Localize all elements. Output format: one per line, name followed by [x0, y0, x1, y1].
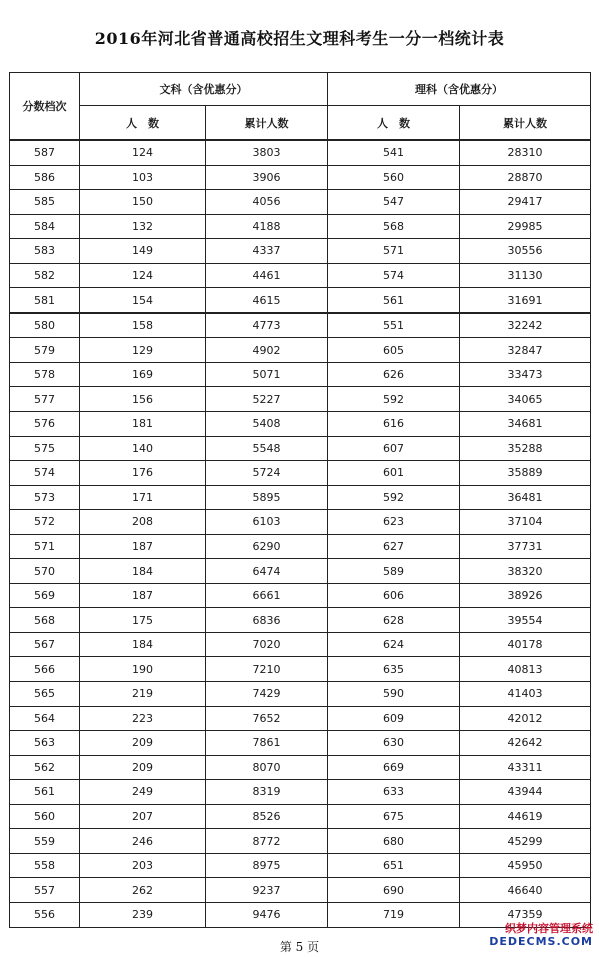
like-count-cell: 651 — [328, 853, 460, 878]
score-table — [9, 72, 591, 928]
score-cell: 575 — [10, 436, 80, 461]
wenke-count-cell: 203 — [80, 853, 206, 878]
table-row — [10, 583, 591, 608]
like-cumulative-cell: 36481 — [460, 485, 591, 510]
table-row — [10, 608, 591, 633]
like-cumulative-cell: 34065 — [460, 387, 591, 412]
wenke-cumulative-cell: 8070 — [206, 755, 328, 780]
page-number: 第 5 页 — [279, 940, 320, 954]
wenke-cumulative-cell: 7210 — [206, 657, 328, 682]
wenke-cumulative-cell: 4056 — [206, 190, 328, 215]
score-cell: 582 — [10, 263, 80, 288]
table-row — [10, 731, 591, 756]
like-cumulative-cell: 40813 — [460, 657, 591, 682]
wenke-cumulative-cell: 3803 — [206, 140, 328, 165]
table-row — [10, 534, 591, 559]
wenke-count-header: 人 数 — [80, 106, 206, 141]
like-cumulative-cell: 40178 — [460, 632, 591, 657]
score-cell: 585 — [10, 190, 80, 215]
like-cumulative-cell: 45299 — [460, 829, 591, 854]
like-count-cell: 589 — [328, 559, 460, 584]
like-cumulative-cell: 38926 — [460, 583, 591, 608]
like-count-cell: 590 — [328, 682, 460, 707]
like-count-cell: 592 — [328, 387, 460, 412]
wenke-count-cell: 246 — [80, 829, 206, 854]
like-count-cell: 601 — [328, 461, 460, 486]
wenke-cumulative-cell: 5548 — [206, 436, 328, 461]
score-cell: 580 — [10, 313, 80, 338]
score-cell: 571 — [10, 534, 80, 559]
score-cell: 581 — [10, 288, 80, 313]
like-cumulative-cell: 45950 — [460, 853, 591, 878]
wenke-count-cell: 187 — [80, 583, 206, 608]
score-cell: 557 — [10, 878, 80, 903]
like-count-cell: 560 — [328, 165, 460, 190]
wenke-cumulative-cell: 9237 — [206, 878, 328, 903]
wenke-cumulative-cell: 4902 — [206, 338, 328, 363]
wenke-cumulative-cell: 5227 — [206, 387, 328, 412]
like-count-cell: 635 — [328, 657, 460, 682]
table-row — [10, 657, 591, 682]
wenke-cumulative-cell: 6290 — [206, 534, 328, 559]
wenke-count-cell: 175 — [80, 608, 206, 633]
table-row — [10, 214, 591, 239]
score-cell: 586 — [10, 165, 80, 190]
score-cell: 574 — [10, 461, 80, 486]
like-cumulative-cell: 44619 — [460, 804, 591, 829]
wenke-cumulative-cell: 3906 — [206, 165, 328, 190]
wenke-count-cell: 207 — [80, 804, 206, 829]
table-row — [10, 706, 591, 731]
wenke-cumulative-cell: 8975 — [206, 853, 328, 878]
like-cumulative-cell: 46640 — [460, 878, 591, 903]
score-cell: 564 — [10, 706, 80, 731]
score-header: 分数档次 — [10, 73, 80, 141]
like-count-cell: 574 — [328, 263, 460, 288]
wenke-count-cell: 184 — [80, 559, 206, 584]
wenke-count-cell: 239 — [80, 902, 206, 927]
wenke-cumulative-cell: 5408 — [206, 412, 328, 437]
like-count-cell: 568 — [328, 214, 460, 239]
wenke-count-cell: 169 — [80, 362, 206, 387]
score-cell: 558 — [10, 853, 80, 878]
like-cumulative-cell: 31691 — [460, 288, 591, 313]
wenke-count-cell: 187 — [80, 534, 206, 559]
like-count-cell: 675 — [328, 804, 460, 829]
wenke-cumulative-cell: 4337 — [206, 239, 328, 264]
score-cell: 566 — [10, 657, 80, 682]
like-count-cell: 541 — [328, 140, 460, 165]
score-cell: 568 — [10, 608, 80, 633]
wenke-count-cell: 149 — [80, 239, 206, 264]
wenke-count-cell: 209 — [80, 755, 206, 780]
like-count-cell: 551 — [328, 313, 460, 338]
wenke-cumulative-cell: 7429 — [206, 682, 328, 707]
like-header: 理科（含优惠分） — [328, 73, 591, 106]
table-row — [10, 190, 591, 215]
like-count-cell: 571 — [328, 239, 460, 264]
table-row — [10, 412, 591, 437]
page-title: 2016年河北省普通高校招生文理科考生一分一档统计表 — [94, 29, 505, 48]
like-cumulative-cell: 28870 — [460, 165, 591, 190]
like-count-cell: 669 — [328, 755, 460, 780]
table-row — [10, 288, 591, 313]
table-row — [10, 755, 591, 780]
wenke-cumulative-cell: 4615 — [206, 288, 328, 313]
wenke-count-cell: 223 — [80, 706, 206, 731]
score-cell: 559 — [10, 829, 80, 854]
wenke-cumulative-cell: 6474 — [206, 559, 328, 584]
wenke-count-cell: 140 — [80, 436, 206, 461]
wenke-cumulative-cell: 9476 — [206, 902, 328, 927]
like-cumulative-cell: 41403 — [460, 682, 591, 707]
wenke-count-cell: 150 — [80, 190, 206, 215]
table-row — [10, 878, 591, 903]
score-cell: 565 — [10, 682, 80, 707]
watermark-line2: DEDECMS.COM — [489, 935, 593, 948]
wenke-count-cell: 184 — [80, 632, 206, 657]
table-row — [10, 829, 591, 854]
wenke-count-cell: 219 — [80, 682, 206, 707]
table-row — [10, 559, 591, 584]
like-cumulative-cell: 34681 — [460, 412, 591, 437]
like-count-cell: 624 — [328, 632, 460, 657]
like-count-cell: 609 — [328, 706, 460, 731]
wenke-count-cell: 176 — [80, 461, 206, 486]
like-cumulative-cell: 29985 — [460, 214, 591, 239]
like-count-cell: 616 — [328, 412, 460, 437]
score-cell: 578 — [10, 362, 80, 387]
table-row — [10, 780, 591, 805]
table-row — [10, 461, 591, 486]
wenke-cumulative-cell: 4461 — [206, 263, 328, 288]
like-count-cell: 605 — [328, 338, 460, 363]
table-row — [10, 485, 591, 510]
wenke-count-cell: 181 — [80, 412, 206, 437]
like-cumulative-cell: 28310 — [460, 140, 591, 165]
table-row — [10, 682, 591, 707]
like-count-cell: 623 — [328, 510, 460, 535]
table-row — [10, 387, 591, 412]
wenke-count-cell: 171 — [80, 485, 206, 510]
wenke-cumulative-cell: 8319 — [206, 780, 328, 805]
table-row — [10, 436, 591, 461]
like-cumulative-cell: 43311 — [460, 755, 591, 780]
score-cell: 570 — [10, 559, 80, 584]
score-cell: 569 — [10, 583, 80, 608]
wenke-count-cell: 132 — [80, 214, 206, 239]
wenke-count-cell: 208 — [80, 510, 206, 535]
table-row — [10, 165, 591, 190]
like-cumulative-cell: 37731 — [460, 534, 591, 559]
wenke-cumulative-cell: 4773 — [206, 313, 328, 338]
score-cell: 561 — [10, 780, 80, 805]
like-cumulative-cell: 42012 — [460, 706, 591, 731]
score-cell: 560 — [10, 804, 80, 829]
wenke-cumulative-cell: 6836 — [206, 608, 328, 633]
wenke-count-cell: 249 — [80, 780, 206, 805]
wenke-cumulative-cell: 5071 — [206, 362, 328, 387]
wenke-cumulative-cell: 6103 — [206, 510, 328, 535]
like-count-cell: 592 — [328, 485, 460, 510]
like-cumulative-cell: 33473 — [460, 362, 591, 387]
wenke-count-cell: 154 — [80, 288, 206, 313]
wenke-cumulative-cell: 6661 — [206, 583, 328, 608]
like-cumulative-header: 累计人数 — [460, 106, 591, 141]
like-cumulative-cell: 42642 — [460, 731, 591, 756]
wenke-count-cell: 190 — [80, 657, 206, 682]
wenke-cumulative-cell: 7861 — [206, 731, 328, 756]
like-count-cell: 630 — [328, 731, 460, 756]
like-cumulative-cell: 35889 — [460, 461, 591, 486]
table-row — [10, 140, 591, 165]
wenke-cumulative-cell: 4188 — [206, 214, 328, 239]
like-count-cell: 561 — [328, 288, 460, 313]
score-cell: 577 — [10, 387, 80, 412]
like-count-header: 人 数 — [328, 106, 460, 141]
like-count-cell: 626 — [328, 362, 460, 387]
like-cumulative-cell: 30556 — [460, 239, 591, 264]
score-cell: 573 — [10, 485, 80, 510]
table-row — [10, 510, 591, 535]
like-cumulative-cell: 39554 — [460, 608, 591, 633]
table-row — [10, 804, 591, 829]
wenke-count-cell: 124 — [80, 263, 206, 288]
table-row — [10, 853, 591, 878]
like-cumulative-cell: 32242 — [460, 313, 591, 338]
wenke-cumulative-cell: 7652 — [206, 706, 328, 731]
like-cumulative-cell: 37104 — [460, 510, 591, 535]
wenke-cumulative-cell: 5895 — [206, 485, 328, 510]
wenke-count-cell: 209 — [80, 731, 206, 756]
score-cell: 572 — [10, 510, 80, 535]
like-cumulative-cell: 43944 — [460, 780, 591, 805]
table-row — [10, 362, 591, 387]
score-cell: 562 — [10, 755, 80, 780]
like-count-cell: 628 — [328, 608, 460, 633]
wenke-count-cell: 129 — [80, 338, 206, 363]
score-cell: 556 — [10, 902, 80, 927]
wenke-cumulative-cell: 8772 — [206, 829, 328, 854]
score-cell: 583 — [10, 239, 80, 264]
like-count-cell: 606 — [328, 583, 460, 608]
wenke-cumulative-cell: 8526 — [206, 804, 328, 829]
like-count-cell: 680 — [328, 829, 460, 854]
table-row — [10, 632, 591, 657]
like-cumulative-cell: 31130 — [460, 263, 591, 288]
table-row — [10, 338, 591, 363]
wenke-cumulative-header: 累计人数 — [206, 106, 328, 141]
like-cumulative-cell: 47359 — [460, 902, 591, 927]
like-count-cell: 547 — [328, 190, 460, 215]
wenke-header: 文科（含优惠分） — [80, 73, 328, 106]
table-row — [10, 239, 591, 264]
wenke-count-cell: 158 — [80, 313, 206, 338]
score-cell: 584 — [10, 214, 80, 239]
table-body — [10, 140, 591, 927]
score-cell: 579 — [10, 338, 80, 363]
like-cumulative-cell: 29417 — [460, 190, 591, 215]
like-count-cell: 633 — [328, 780, 460, 805]
score-cell: 587 — [10, 140, 80, 165]
score-cell: 576 — [10, 412, 80, 437]
like-count-cell: 607 — [328, 436, 460, 461]
like-count-cell: 690 — [328, 878, 460, 903]
wenke-cumulative-cell: 7020 — [206, 632, 328, 657]
like-count-cell: 627 — [328, 534, 460, 559]
like-cumulative-cell: 38320 — [460, 559, 591, 584]
table-row — [10, 313, 591, 338]
wenke-count-cell: 156 — [80, 387, 206, 412]
wenke-count-cell: 262 — [80, 878, 206, 903]
table-row — [10, 263, 591, 288]
wenke-count-cell: 124 — [80, 140, 206, 165]
like-cumulative-cell: 32847 — [460, 338, 591, 363]
watermark — [489, 922, 593, 948]
score-cell: 567 — [10, 632, 80, 657]
watermark-line1: 织梦内容管理系统 — [505, 922, 593, 935]
like-cumulative-cell: 35288 — [460, 436, 591, 461]
wenke-cumulative-cell: 5724 — [206, 461, 328, 486]
like-count-cell: 719 — [328, 902, 460, 927]
score-cell: 563 — [10, 731, 80, 756]
wenke-count-cell: 103 — [80, 165, 206, 190]
